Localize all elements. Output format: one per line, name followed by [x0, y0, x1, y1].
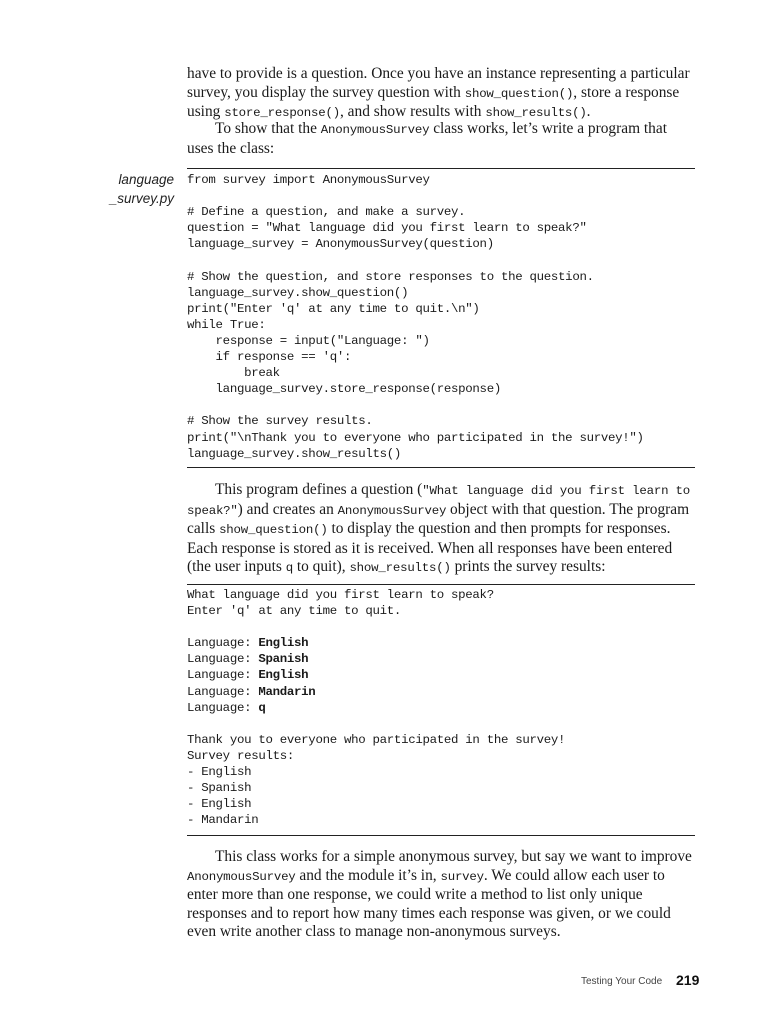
- user-input: English: [258, 636, 309, 651]
- explanation-paragraph: [187, 481, 697, 578]
- code-line: # Show the question, and store responses to the question.: [187, 269, 594, 284]
- user-input: Spanish: [258, 652, 309, 667]
- footer-section-title: Testing Your Code: [581, 976, 663, 987]
- inline-code: show_results(): [485, 106, 587, 120]
- listing-bottom-rule: [187, 467, 695, 468]
- code-line: language_survey.show_question(): [187, 285, 409, 300]
- code-line: language_survey.store_response(response): [187, 382, 501, 397]
- output-line: [187, 764, 695, 780]
- inline-code: AnonymousSurvey: [187, 869, 296, 884]
- output-line: [187, 603, 695, 619]
- intro-paragraph-2: [187, 120, 697, 158]
- text-run: This class works for a simple anonymous survey, but say we want to improve: [215, 848, 692, 865]
- code-line: if response == 'q':: [187, 350, 352, 365]
- inline-code: "What language did you first learn to speak?": [187, 484, 691, 518]
- output-bottom-rule: [187, 835, 695, 836]
- user-input: Mandarin: [258, 684, 316, 699]
- code-line: question = "What language did you first learn to speak?": [187, 221, 587, 236]
- text-run: to display the question and then prompts for responses. Each response is stored as it is received. When all responses have been entered (the user inputs: [187, 520, 673, 575]
- code-line: while True:: [187, 317, 266, 332]
- output-text: - Mandarin: [187, 813, 259, 828]
- code-line: # Define a question, and make a survey.: [187, 205, 466, 220]
- output-line: [187, 796, 695, 812]
- code-line: # Show the survey results.: [187, 414, 373, 429]
- output-top-rule: [187, 584, 695, 585]
- code-line: from survey import AnonymousSurvey: [187, 173, 430, 187]
- code-line: response = input("Language: "): [187, 333, 430, 348]
- output-text: - Spanish: [187, 781, 252, 796]
- output-text: Language:: [187, 684, 259, 699]
- text-run: object with that question. The program calls: [187, 500, 690, 537]
- program-output: [187, 587, 695, 828]
- inline-code: AnonymousSurvey: [320, 123, 430, 137]
- code-line: [187, 252, 695, 268]
- output-line: [187, 619, 695, 635]
- text-run: class works, let’s write a program that uses the class:: [187, 120, 667, 157]
- inline-code: q: [285, 561, 293, 575]
- output-text: Language:: [187, 700, 259, 715]
- output-line: [187, 748, 695, 764]
- listing-filename-label: [110, 170, 174, 208]
- output-text: Thank you to everyone who participated in the survey!: [187, 732, 566, 747]
- code-line: print("\nThank you to everyone who participated in the survey!"): [187, 430, 644, 445]
- output-text: - English: [187, 797, 252, 812]
- text-run: .: [586, 103, 591, 120]
- code-line: language_survey = AnonymousSurvey(question): [187, 237, 494, 252]
- inline-code: show_results(): [349, 561, 451, 575]
- code-line: [187, 188, 695, 204]
- output-text: What language did you first learn to speak?: [187, 588, 494, 602]
- output-text: Language:: [187, 636, 259, 651]
- text-run: to quit),: [293, 558, 350, 575]
- code-line: break: [187, 366, 280, 381]
- listing-top-rule: [187, 168, 695, 169]
- filename-line-1: language: [118, 172, 174, 187]
- inline-code: store_response(): [224, 106, 340, 120]
- code-line: [187, 397, 695, 413]
- output-line: [187, 684, 695, 700]
- output-line: [187, 651, 695, 667]
- text-run: . We could allow each user to enter more than one response, we could write a method to list only unique responses and to report how many times each response was given, or we could even write another class to manage non-anonymous surveys.: [187, 866, 671, 940]
- text-run: have to provide is a question. Once you have an instance representing a particular survey, you display the survey question with: [187, 65, 690, 101]
- output-line: [187, 780, 695, 796]
- text-run: , store a response using: [187, 83, 680, 120]
- code-line: language_survey.show_results(): [187, 446, 402, 461]
- text-run: prints the survey results:: [450, 558, 606, 575]
- output-line: [187, 812, 695, 828]
- output-line: [187, 667, 695, 683]
- user-input: English: [258, 668, 309, 683]
- closing-paragraph: [187, 848, 697, 942]
- output-line: [187, 716, 695, 732]
- intro-paragraph: [187, 65, 697, 123]
- footer-page-number: 219: [676, 972, 700, 988]
- inline-code: AnonymousSurvey: [337, 503, 447, 518]
- output-line: [187, 732, 695, 748]
- text-run: This program defines a question (: [215, 481, 423, 498]
- output-line: [187, 587, 695, 603]
- user-input: q: [258, 700, 266, 715]
- filename-line-2: _survey.py: [109, 191, 174, 206]
- text-run: ) and creates an: [237, 500, 338, 518]
- output-text: - English: [187, 765, 252, 780]
- inline-code: show_question(): [464, 86, 574, 101]
- output-text: Language:: [187, 652, 259, 667]
- output-text: Survey results:: [187, 748, 295, 763]
- inline-code: survey: [440, 869, 484, 884]
- text-run: , and show results with: [339, 103, 486, 120]
- text-run: To show that the: [215, 120, 321, 137]
- output-text: Enter 'q' at any time to quit.: [187, 604, 402, 619]
- output-line: [187, 635, 695, 651]
- text-run: and the module it’s in,: [295, 866, 441, 884]
- output-line: [187, 700, 695, 716]
- code-line: print("Enter 'q' at any time to quit.\n"): [187, 301, 480, 316]
- code-listing: [187, 172, 695, 462]
- inline-code: show_question(): [219, 523, 328, 537]
- output-text: Language:: [187, 668, 259, 683]
